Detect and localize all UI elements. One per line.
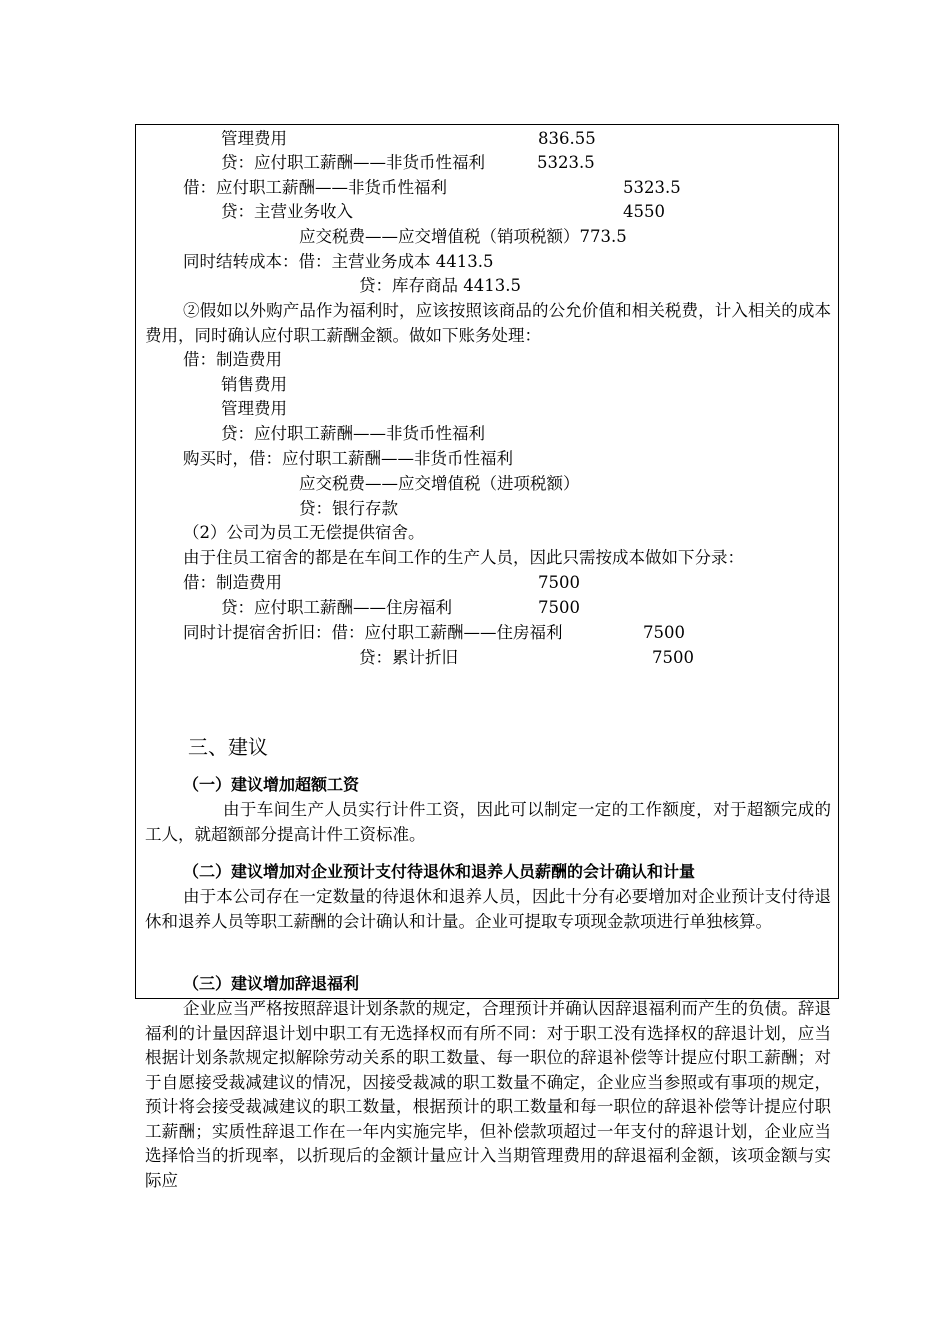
- entry-line: 贷：应付职工薪酬——住房福利: [221, 598, 452, 617]
- subsection-title-1: （一）建议增加超额工资: [183, 775, 360, 794]
- entry-line: 贷：应付职工薪酬——非货币性福利: [221, 153, 485, 172]
- entry-amount: 5323.5: [623, 178, 681, 197]
- entry-amount: 7500: [643, 623, 685, 642]
- entry-line: 同时计提宿舍折旧：借：应付职工薪酬——住房福利: [183, 623, 563, 642]
- entry-line: 贷：银行存款: [299, 499, 398, 518]
- entry-amount: 7500: [652, 648, 694, 667]
- subsection-title-3: （三）建议增加辞退福利: [183, 974, 360, 993]
- entry-line: 贷：累计折旧: [359, 648, 458, 667]
- subsection-body-1: 由于车间生产人员实行计件工资，因此可以制定一定的工作额度，对于超额完成的工人，就超额部分提高计件工资标准。: [145, 800, 831, 844]
- entry-line: 应交税费——应交增值税（销项税额）773.5: [299, 227, 627, 246]
- entry-amount: 7500: [538, 598, 580, 617]
- entry-line: 借：制造费用: [183, 573, 282, 592]
- section-title: 三、建议: [188, 735, 268, 759]
- entry-line: 贷：应付职工薪酬——非货币性福利: [221, 424, 485, 443]
- entry-line: 借：应付职工薪酬——非货币性福利: [183, 178, 447, 197]
- entry-line: 应交税费——应交增值税（进项税额）: [299, 474, 580, 493]
- entry-amount: 4550: [623, 202, 665, 221]
- entry-line: （2）公司为员工无偿提供宿舍。: [183, 523, 425, 542]
- paragraph-purchase: ②假如以外购产品作为福利时，应该按照该商品的公允价值和相关税费，计入相关的成本费用，同时确认应付职工薪酬金额。做如下账务处理：: [145, 301, 831, 345]
- entry-line: 购买时，借：应付职工薪酬——非货币性福利: [183, 449, 513, 468]
- entry-amount: 836.55: [538, 129, 596, 148]
- entry-line: 由于住员工宿舍的都是在车间工作的生产人员，因此只需按成本做如下分录：: [183, 548, 744, 567]
- entry-line: 同时结转成本：借：主营业务成本 4413.5: [183, 252, 494, 271]
- entry-line: 管理费用: [221, 129, 287, 148]
- entry-line: 借：制造费用: [183, 350, 282, 369]
- entry-line: 管理费用: [221, 399, 287, 418]
- subsection-body-3: 企业应当严格按照辞退计划条款的规定，合理预计并确认因辞退福利而产生的负债。辞退福利的计量因辞退计划中职工有无选择权而有所不同：对于职工没有选择权的辞退计划，应当根据计划条款规定拟解除劳动关系的职工数量、每一职位的辞退补偿等计提应付职工薪酬；对于自愿接受裁减建议的情况，因接受裁减的职工数量不确定，企业应当参照或有事项的规定，预计将会接受裁减建议的职工数量，根据预计的职工数量和每一职位的辞退补偿等计提应付职工薪酬；实质性辞退工作在一年内实施完毕，但补偿款项超过一年支付的辞退计划，企业应当选择恰当的折现率，以折现后的金额计量应计入当期管理费用的辞退福利金额，该项金额与实际应: [145, 999, 831, 1190]
- entry-amount: 7500: [538, 573, 580, 592]
- entry-line: 贷：主营业务收入: [221, 202, 353, 221]
- subsection-title-2: （二）建议增加对企业预计支付待退休和退养人员薪酬的会计确认和计量: [183, 862, 696, 881]
- entry-line: 销售费用: [221, 375, 287, 394]
- entry-line: 贷：库存商品 4413.5: [359, 276, 521, 295]
- subsection-body-2: 由于本公司存在一定数量的待退休和退养人员，因此十分有必要增加对企业预计支付待退休和退养人员等职工薪酬的会计确认和计量。企业可提取专项现金款项进行单独核算。: [145, 887, 831, 931]
- entry-amount: 5323.5: [537, 153, 595, 172]
